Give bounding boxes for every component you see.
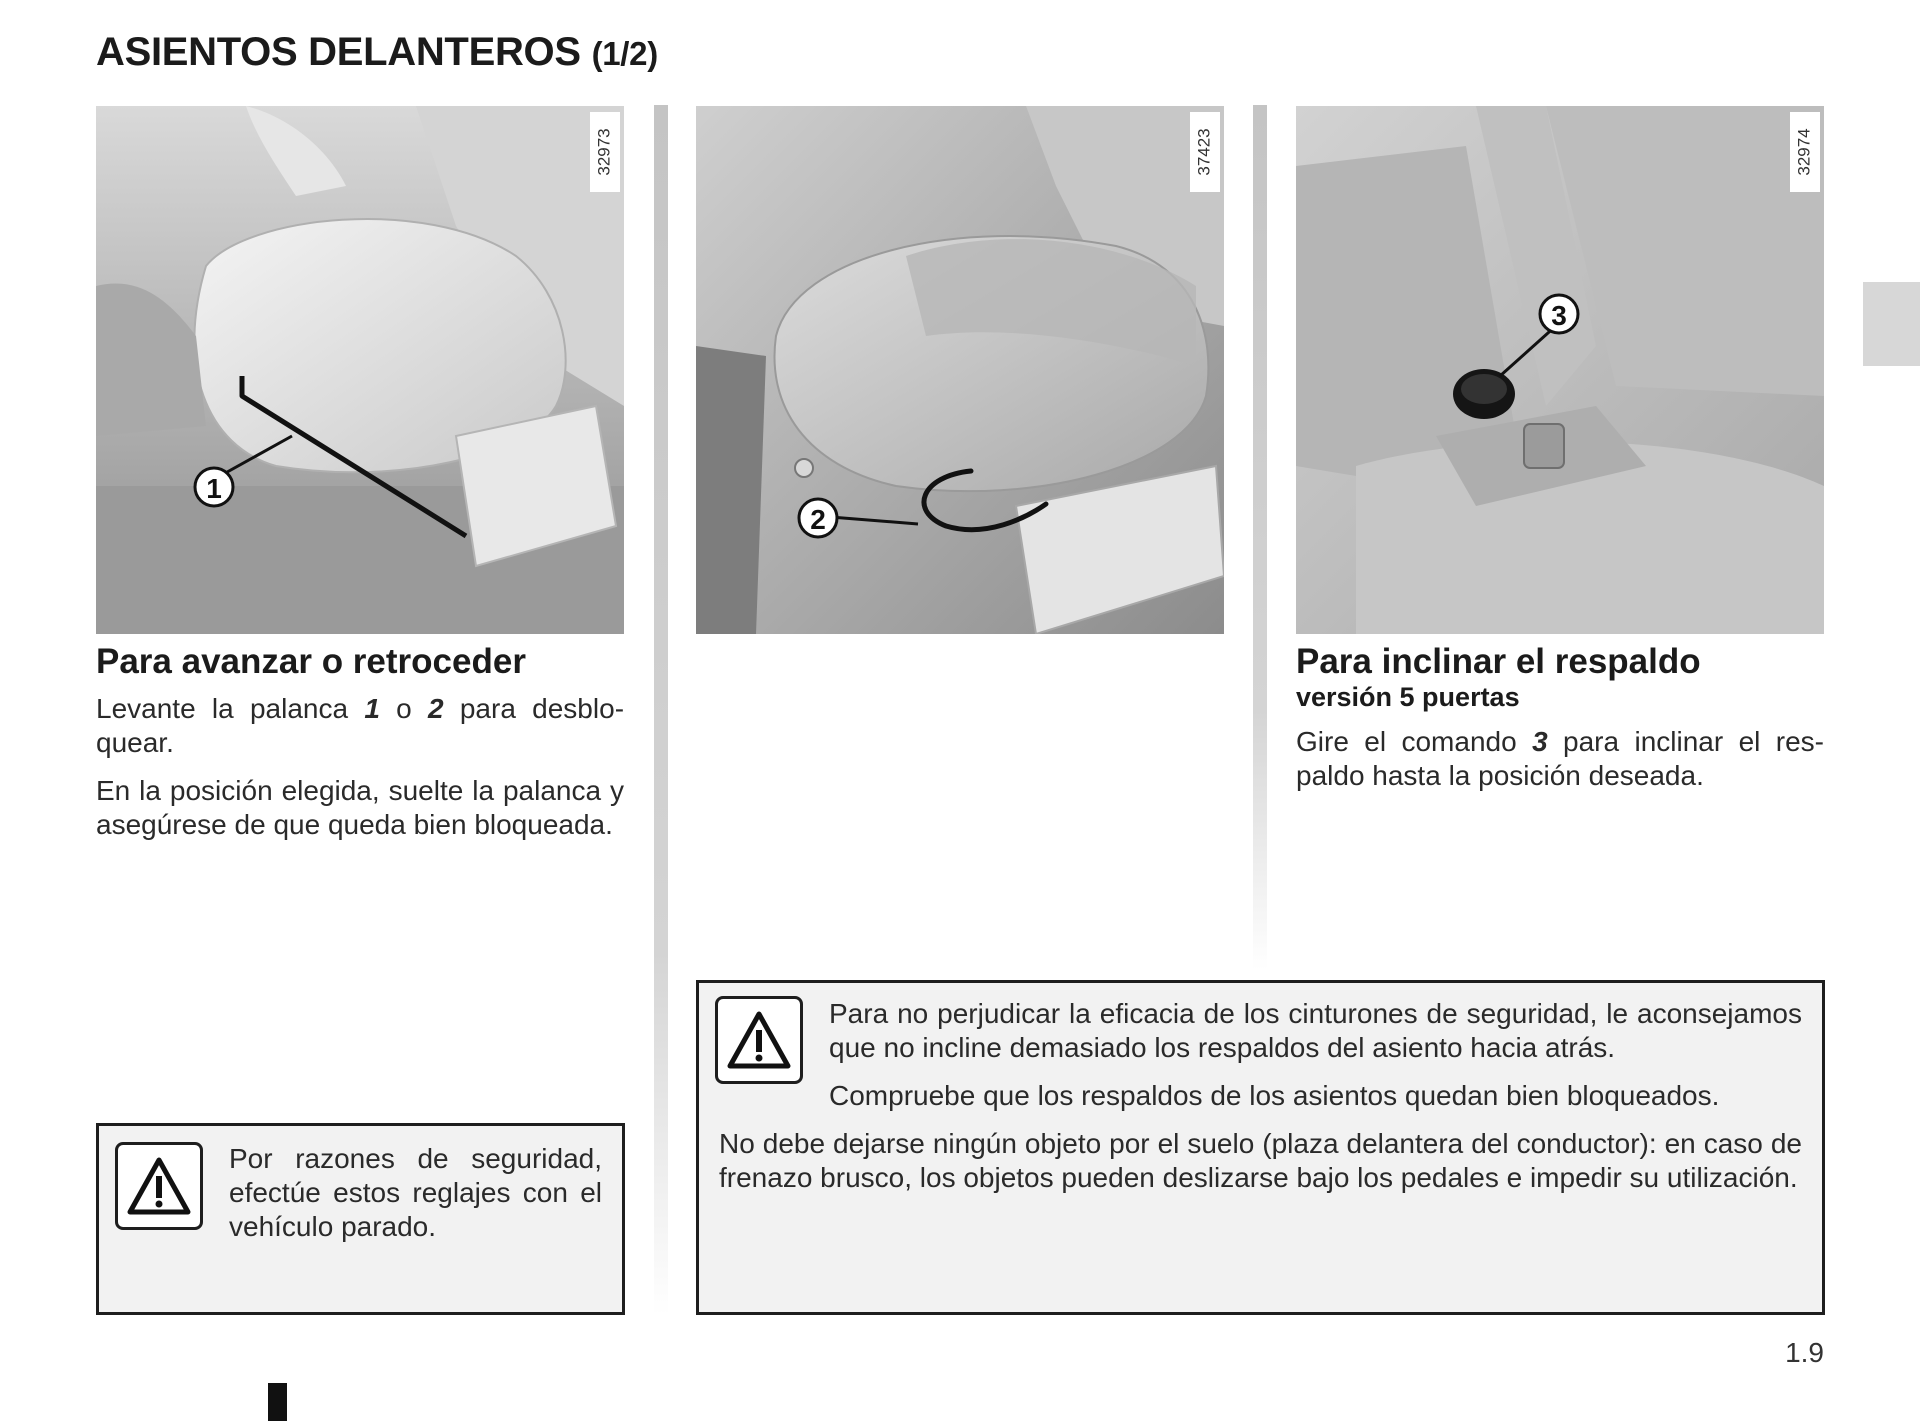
section-recline-subheading: versión 5 puertas	[1296, 682, 1520, 712]
section-forward	[96, 642, 624, 842]
chapter-tab	[1863, 282, 1920, 366]
image-ref-3: 32974	[1790, 112, 1820, 192]
callout-2: 2	[810, 504, 826, 535]
section-recline-p1: Gire el comando 3 para inclinar el respaldo hasta la posición deseada.	[1296, 726, 1824, 791]
column-divider-right	[1253, 105, 1267, 970]
page-title-text: ASIENTOS DELANTEROS	[96, 30, 581, 74]
section-forward-heading: Para avanzar o retroceder	[96, 642, 526, 681]
section-recline	[1296, 642, 1824, 793]
warning-left-text: Por razones de seguridad, efectúe estos reglajes con el vehículo parado.	[229, 1143, 602, 1242]
warning-triangle-icon	[115, 1142, 203, 1230]
page-title-part: (1/2)	[591, 35, 658, 72]
warning-right-p2: Compruebe que los respaldos de los asientos quedan bien bloqueados.	[829, 1080, 1720, 1111]
backrest-knob-illustration	[1296, 106, 1824, 634]
section-recline-heading: Para inclinar el respaldo	[1296, 642, 1701, 681]
image-ref-2: 37423	[1190, 112, 1220, 192]
callout-1: 1	[206, 473, 222, 504]
section-forward-p2: En la posición elegida, suelte la palanca y asegúrese de que queda bien bloqueada.	[96, 775, 624, 840]
warning-right-p1: Para no perjudicar la eficacia de los cinturones de seguridad, le aconsejamos que no incline demasiado los respaldos del asiento hacia atrás.	[829, 998, 1802, 1063]
seat-lever-illustration-2	[696, 106, 1224, 634]
print-mark	[268, 1383, 287, 1421]
warning-triangle-icon	[715, 996, 803, 1084]
seat-lever-photo-1	[96, 106, 624, 634]
image-ref-1: 32973	[590, 112, 620, 192]
warning-box-left	[96, 1123, 625, 1315]
column-divider-left	[654, 105, 668, 1315]
page-number: 1.9	[1785, 1337, 1824, 1368]
seat-lever-photo-2	[696, 106, 1224, 634]
callout-3: 3	[1551, 300, 1567, 331]
section-forward-p1: Levante la palanca 1 o 2 para desbloquear.	[96, 693, 625, 758]
warning-right-p3: No debe dejarse ningún objeto por el suelo (plaza delantera del conductor): en caso de frenazo brusco, los objetos pueden deslizarse bajo los pedales e impedir su utilización.	[719, 1128, 1802, 1193]
warning-box-right	[696, 980, 1825, 1315]
backrest-knob-photo	[1296, 106, 1824, 634]
page-title	[96, 30, 658, 75]
seat-lever-illustration-1	[96, 106, 624, 634]
